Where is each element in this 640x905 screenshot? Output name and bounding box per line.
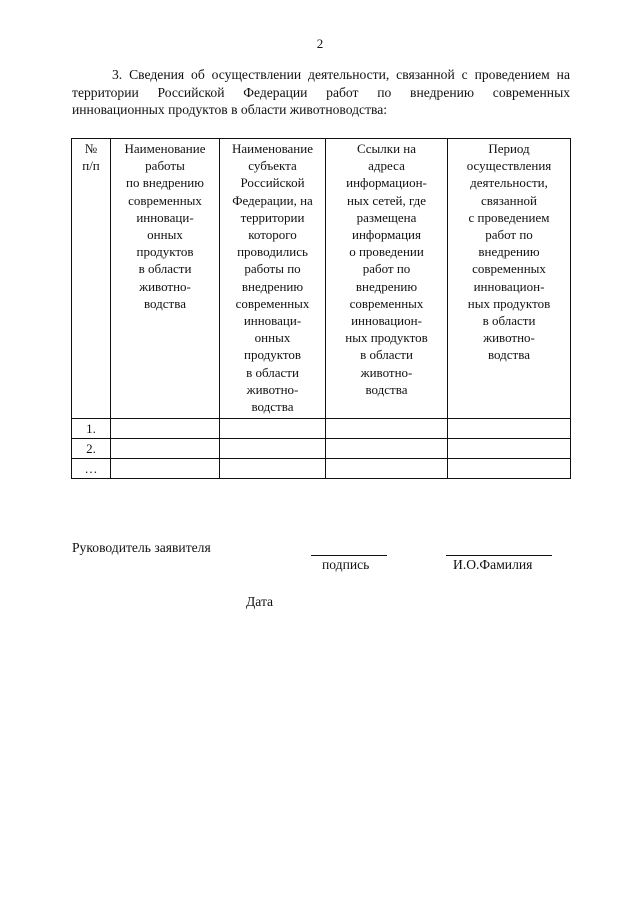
name-caption: И.О.Фамилия	[453, 557, 533, 572]
row-number: …	[72, 459, 111, 479]
table-row	[72, 459, 571, 479]
header-period: Период осуществления деятельности, связанной с проведением работ по внедрению современных инновацион- ных продуктов в области животно- водства	[448, 139, 571, 419]
info-table	[71, 138, 571, 479]
header-links: Ссылки на адреса информацион- ных сетей, где размещена информация о проведении работ по внедрению современных инновацион- ных продуктов в области животно- водства	[326, 139, 448, 419]
table-cell	[326, 419, 448, 439]
table-cell	[111, 459, 220, 479]
head-of-applicant-label: Руководитель заявителя	[72, 540, 211, 555]
header-work-name: Наименование работы по внедрению современных инноваци- онных продуктов в области животно- водства	[111, 139, 220, 419]
table-cell	[326, 459, 448, 479]
table-cell	[111, 439, 220, 459]
header-region-name: Наименование субъекта Российской Федерации, на территории которого проводились работы по внедрению современных инноваци- онных продуктов в области животно- водства	[220, 139, 326, 419]
table-cell	[220, 459, 326, 479]
date-label: Дата	[246, 594, 274, 609]
table-cell	[111, 419, 220, 439]
table-cell	[326, 439, 448, 459]
signature-line	[311, 555, 387, 556]
table-cell	[220, 419, 326, 439]
row-number: 2.	[72, 439, 111, 459]
page-number: 2	[316, 36, 324, 51]
table-cell	[448, 419, 571, 439]
table-cell	[448, 439, 571, 459]
table-cell	[220, 439, 326, 459]
header-number: № п/п	[72, 139, 111, 419]
signature-caption: подпись	[322, 557, 370, 572]
name-line	[446, 555, 552, 556]
table-cell	[448, 459, 571, 479]
section-heading: 3. Сведения об осуществлении деятельности, связанной с проведением на территории Российской Федерации работ по внедрению современных инновационных продуктов в области животноводства:	[72, 67, 570, 117]
table-row	[72, 419, 571, 439]
signature-block	[0, 540, 640, 620]
row-number: 1.	[72, 419, 111, 439]
table-header-row	[72, 139, 571, 419]
table-row	[72, 439, 571, 459]
